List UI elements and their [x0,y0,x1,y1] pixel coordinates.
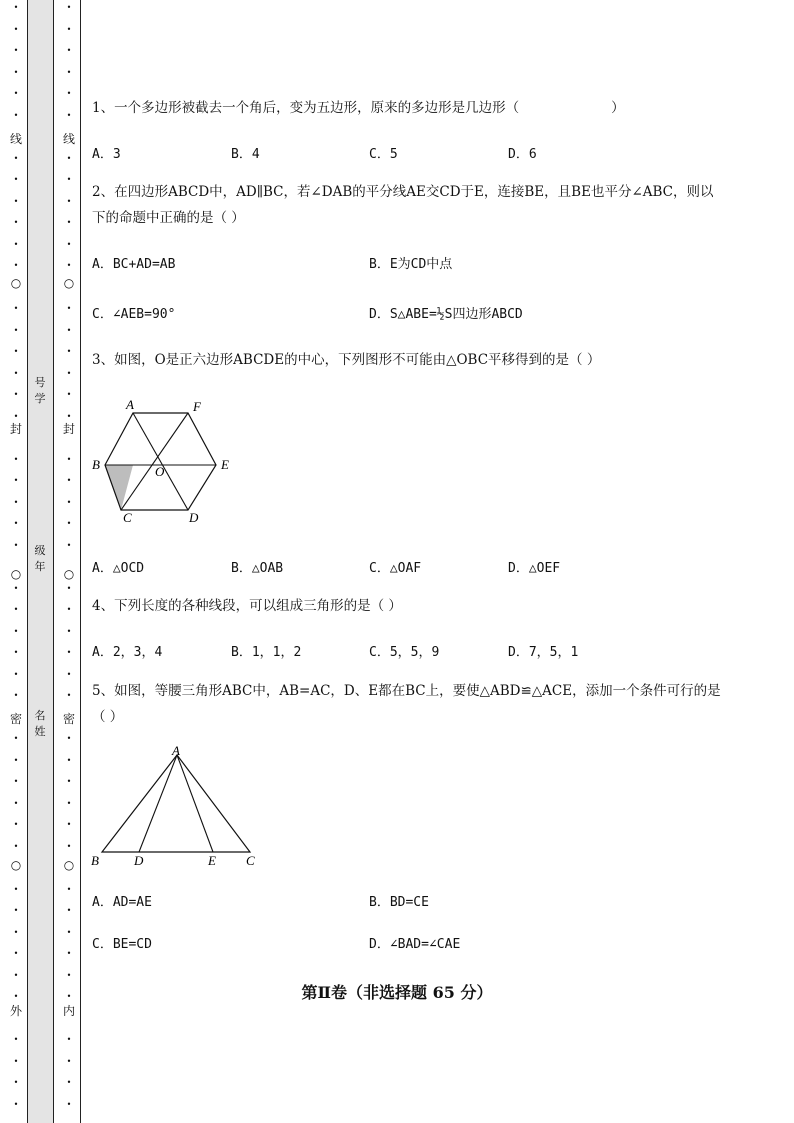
question-4: 4、下列长度的各种线段，可以组成三角形的是（ ） [92,598,402,614]
q1-option-b: B．4 [231,147,260,162]
q4-option-d: D．7，5，1 [508,645,579,660]
question-2-line-1: 2、在四边形ABCD中，AD∥BC，若∠DAB的平分线AE交CD于E，连接BE，且BE也平分∠ABC，则以 [92,184,714,200]
dot: • [13,1057,19,1066]
question-5-line-2: （ ） [92,709,124,725]
vertex-label-a: A [126,397,134,412]
dot: • [66,68,72,77]
dot: • [13,1100,19,1109]
outer-mark-2: 封 [9,422,22,436]
dot: • [66,992,72,1001]
q3-option-c: C．△OAF [369,561,422,576]
q1-option-c: C．5 [369,147,398,162]
dot: • [13,691,19,700]
dot: • [13,949,19,958]
outer-mark-6: 外 [9,1004,22,1018]
dot: • [66,777,72,786]
vertex-label-e: E [221,457,229,472]
inner-mark-4: 密 [62,712,75,726]
question-3: 3、如图，O是正六边形ABCDE的中心，下列图形不可能由△OBC平移得到的是（ ） [92,352,601,368]
dot: • [13,154,19,163]
dot: • [66,519,72,528]
dot: • [66,820,72,829]
dot: • [13,605,19,614]
inner-mark-2: 封 [62,422,75,436]
dot: • [66,605,72,614]
dot: • [66,46,72,55]
point-label-d: D [134,853,144,868]
dot: • [13,799,19,808]
dot: • [66,541,72,550]
dot: • [13,390,19,399]
dot: • [13,197,19,206]
dot: • [13,584,19,593]
dot: • [66,476,72,485]
dot: • [66,584,72,593]
dot: • [13,627,19,636]
dot: • [66,1100,72,1109]
inner-mark-1: ○ [63,276,75,290]
section-2-title: 第Ⅱ卷（非选择题 65 分） [301,983,493,1002]
q2-option-a: A．BC+AD=AB [92,257,176,272]
dot: • [13,670,19,679]
dot: • [66,1057,72,1066]
outer-mark-1: ○ [10,276,22,290]
dot: • [66,240,72,249]
dot: • [13,46,19,55]
name-field: 名姓 [34,709,46,738]
dot: • [66,799,72,808]
dot: • [13,498,19,507]
dot: • [13,89,19,98]
dot: • [13,1035,19,1044]
dot: • [66,390,72,399]
dot: • [66,928,72,937]
dot: • [13,304,19,313]
dot: • [66,691,72,700]
dot: • [13,541,19,550]
dot: • [13,347,19,356]
q2-option-b: B．E为CD中点 [369,257,453,272]
dot: • [66,369,72,378]
dot: • [66,648,72,657]
student-number-field: 号学 [34,376,46,405]
q4-option-c: C．5，5，9 [369,645,440,660]
q5-option-d: D．∠BAD=∠CAE [369,937,461,952]
dot: • [13,820,19,829]
margin-border [80,0,81,1123]
dot: • [13,218,19,227]
outer-mark-4: 密 [9,712,22,726]
dot: • [13,476,19,485]
dot: • [13,885,19,894]
dot: • [13,326,19,335]
dot: • [13,842,19,851]
dot: • [13,756,19,765]
inner-mark-3: ○ [63,567,75,581]
vertex-label-b: B [91,853,99,868]
q2-option-c: C．∠AEB=90° [92,307,176,322]
dot: • [66,304,72,313]
dot: • [13,734,19,743]
dot: • [13,240,19,249]
q5-option-c: C．BE=CD [92,937,152,952]
dot: • [13,68,19,77]
q4-option-a: A．2，3，4 [92,645,163,660]
dot: • [66,218,72,227]
q1-option-d: D．6 [508,147,537,162]
question-1 [92,95,625,121]
dot: • [13,1078,19,1087]
dot: • [66,25,72,34]
dot: • [66,971,72,980]
outer-mark-0: 线 [9,132,22,146]
dot: • [66,326,72,335]
dot: • [66,670,72,679]
dot: • [13,906,19,915]
question-5-line-1: 5、如图，等腰三角形ABC中，AB=AC，D、E都在BC上，要使△ABD≌△ACE，添加一个条件可行的是 [92,683,721,699]
vertex-label-f: F [193,399,201,414]
q2-option-d: D．S△ABE=½S四边形ABCD [369,307,523,322]
dot: • [66,842,72,851]
dot: • [66,197,72,206]
dot: • [13,777,19,786]
isosceles-triangle-figure [88,745,268,870]
question-1-close: ） [611,100,625,116]
segment-ae [177,755,213,852]
q1-option-a: A．3 [92,147,121,162]
dot: • [66,89,72,98]
inner-mark-0: 线 [62,132,75,146]
question-2-line-2: 下的命题中正确的是（ ） [92,210,245,226]
dot: • [66,455,72,464]
dot: • [13,519,19,528]
binding-margin [0,0,82,1123]
dot: • [13,261,19,270]
q3-option-a: A．△OCD [92,561,145,576]
dot: • [13,648,19,657]
dot: • [66,1035,72,1044]
segment-ad [139,755,177,852]
dot: • [13,412,19,421]
dot: • [66,412,72,421]
dot: • [66,175,72,184]
triangle-abc [102,755,250,852]
dot: • [13,111,19,120]
inner-mark-5: ○ [63,858,75,872]
q5-option-b: B．BD=CE [369,895,429,910]
dot: • [66,3,72,12]
dot: • [13,455,19,464]
outer-mark-5: ○ [10,858,22,872]
inner-mark-6: 内 [62,1004,75,1018]
dot: • [13,992,19,1001]
dot: • [66,906,72,915]
inner-dotted-line [62,0,76,1123]
dot: • [13,928,19,937]
vertex-label-a: A [172,745,180,758]
dot: • [66,1078,72,1087]
q3-option-b: B．△OAB [231,561,284,576]
dot: • [66,756,72,765]
outer-dotted-line [9,0,23,1123]
dot: • [66,347,72,356]
vertex-label-c: C [246,853,255,868]
q3-option-d: D．△OEF [508,561,561,576]
question-1-text: 1、一个多边形被截去一个角后，变为五边形，原来的多边形是几边形（ [92,100,520,116]
dot: • [66,734,72,743]
dot: • [13,3,19,12]
dot: • [66,949,72,958]
point-label-e: E [208,853,216,868]
dot: • [13,369,19,378]
outer-mark-3: ○ [10,567,22,581]
dot: • [66,154,72,163]
vertex-label-b: B [92,457,100,472]
vertex-label-d: D [189,510,199,525]
hexagon-figure [88,395,248,530]
center-label-o: O [155,464,165,479]
strip-border-left [27,0,28,1123]
dot: • [13,25,19,34]
dot: • [66,261,72,270]
dot: • [66,627,72,636]
q4-option-b: B．1，1，2 [231,645,302,660]
dot: • [66,885,72,894]
dot: • [13,175,19,184]
dot: • [66,498,72,507]
grade-field: 级年 [34,544,46,573]
q5-option-a: A．AD=AE [92,895,152,910]
dot: • [13,971,19,980]
dot: • [66,111,72,120]
vertex-label-c: C [123,510,132,525]
strip-border-right [53,0,54,1123]
